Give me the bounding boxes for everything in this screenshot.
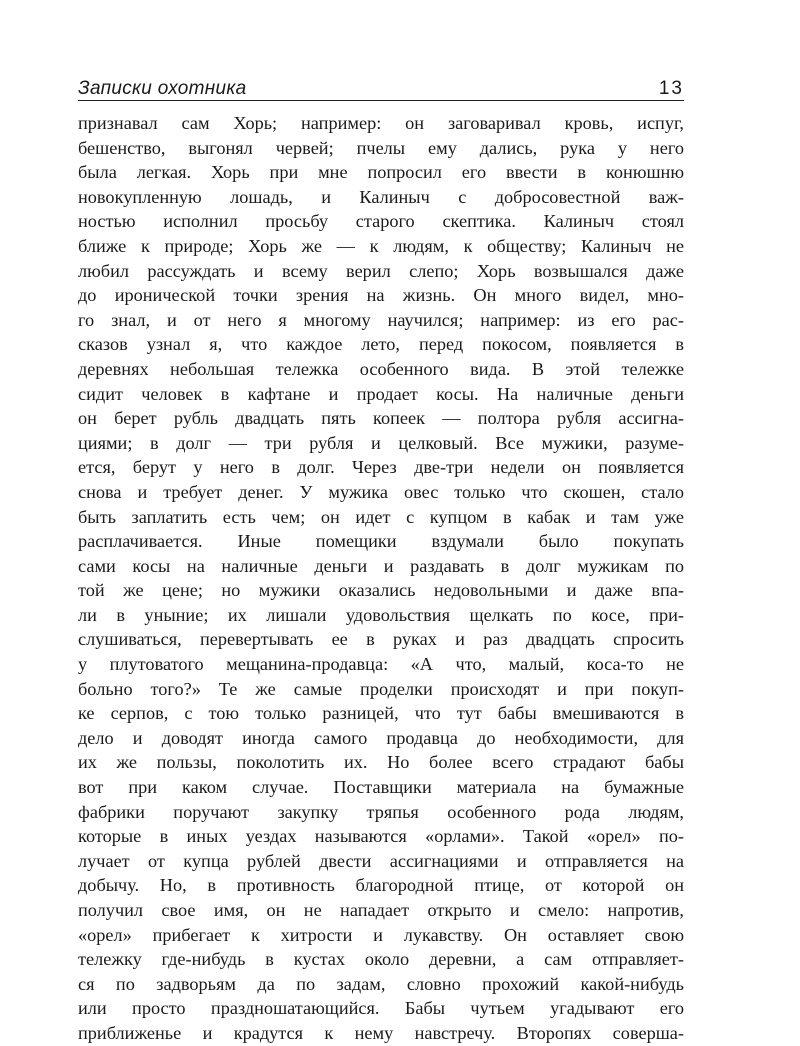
text-line: циями; в долг — три рубля и целковый. Все мужики, разуме- [78, 432, 684, 453]
text-line: лучает от купца рублей двести ассигнациями и отправляется на [78, 850, 684, 871]
text-line: снова и требует денег. У мужика овес только что скошен, стало [78, 481, 684, 502]
text-line: быть заплатить есть чем; он идет с купцом в кабак и там уже [78, 506, 684, 527]
text-line: любил рассуждать и всему верил слепо; Хорь возвышался даже [78, 260, 684, 281]
text-line: у плутоватого мещанина-продавца: «А что, малый, коса-то не [78, 654, 684, 675]
text-line: признавал сам Хорь; например: он заговаривал кровь, испуг, [78, 113, 684, 133]
page-number: 13 [658, 78, 684, 99]
text-line: их же пользы, поколотить их. Но более всего страдают бабы [78, 752, 684, 773]
text-line: больно того?» Те же самые проделки происходят и при покуп- [78, 678, 684, 699]
text-line: сидит человек в кафтане и продает косы. На наличные деньги [78, 383, 684, 404]
text-line: вот при каком случае. Поставщики материала на бумажные [78, 777, 684, 798]
text-line: дело и доводят иногда самого продавца до необходимости, для [78, 727, 684, 748]
text-line: той же цене; но мужики оказались недовольными и даже впа- [78, 580, 684, 601]
running-title: Записки охотника [78, 78, 247, 99]
text-line: новокупленную лошадь, и Калиныч с добросовестной важ- [78, 186, 684, 207]
text-line: он берет рубль двадцать пять копеек — полтора рубля ассигна- [78, 408, 684, 429]
text-line: которые в иных уездах называются «орлами». Такой «орел» по- [78, 826, 684, 847]
book-page [78, 72, 684, 1046]
text-line: ке серпов, с тою только разницей, что тут бабы вмешиваются в [78, 703, 684, 724]
text-line: ли в уныние; их лишали удовольствия щелкать по косе, при- [78, 604, 684, 625]
text-line: была легкая. Хорь при мне попросил его ввести в конюшню [78, 162, 684, 183]
text-line: бешенство, выгонял червей; пчелы ему дались, рука у него [78, 137, 684, 158]
text-line: ностью исполнил просьбу старого скептика. Калиныч стоял [78, 211, 684, 232]
text-line: получил свое имя, он не нападает открыто и смело: напротив, [78, 900, 684, 920]
text-line: ется, берут у него в долг. Через две-три недели он появляется [78, 457, 684, 478]
text-line: ся по задворьям да по задам, словно прохожий какой-нибудь [78, 973, 684, 994]
text-line: ближе к природе; Хорь же — к людям, к обществу; Калиныч не [78, 235, 684, 256]
running-header [78, 72, 684, 101]
text-line: сказов узнал я, что каждое лето, перед покосом, появляется в [78, 334, 684, 355]
text-line: слушиваться, перевертывать ее в руках и раз двадцать спросить [78, 629, 684, 650]
text-line: фабрики поручают закупку тряпья особенного рода людям, [78, 801, 684, 822]
text-line: сами косы на наличные деньги и раздавать в долг мужикам по [78, 555, 684, 576]
body-text [78, 111, 684, 1046]
text-line: добычу. Но, в противность благородной птице, от которой он [78, 875, 684, 896]
text-line: «орел» прибегает к хитрости и лукавству. Он оставляет свою [78, 924, 684, 945]
text-line: деревнях небольшая тележка особенного вида. В этой тележке [78, 358, 684, 379]
text-line: расплачивается. Иные помещики вздумали было покупать [78, 531, 684, 552]
text-line: до иронической точки зрения на жизнь. Он много видел, мно- [78, 285, 684, 306]
text-line: го знал, и от него я многому научился; например: из его рас- [78, 309, 684, 330]
text-line: приближенье и крадутся к нему навстречу. Второпях соверша- [78, 1022, 684, 1043]
text-line: или просто праздношатающийся. Бабы чутьем угадывают его [78, 998, 684, 1019]
text-line: тележку где-нибудь в кустах около деревни, а сам отправляет- [78, 949, 684, 970]
